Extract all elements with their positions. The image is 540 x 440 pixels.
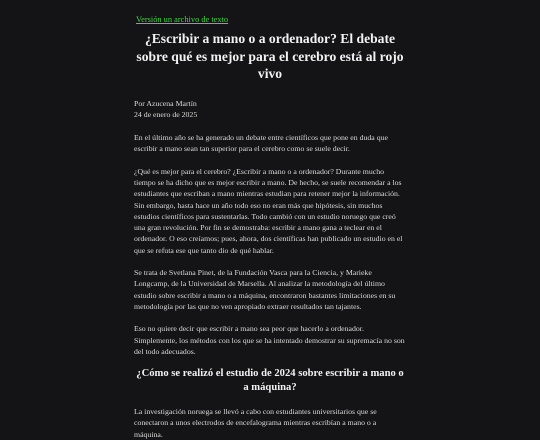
article-paragraph: Eso no quiere decir que escribir a mano sea peor que hacerlo a ordenador. Simplemente, los métodos con los que se ha intentado demostrar su supremacía no son del todo adecuados. bbox=[134, 324, 405, 356]
article-paragraph: Se trata de Svetlana Pinet, de la Fundación Vasca para la Ciencia, y Marieke Longcamp, de la Universidad de Marsella. Al analizar la metodología del último estudio sobre escribir a mano o a máquina, encontraron bastantes limitaciones en su metodología por las que no ven apropiado extraer resultados tan tajantes. bbox=[134, 268, 396, 311]
top-bar bbox=[136, 9, 228, 27]
article-paragraph: ¿Qué es mejor para el cerebro? ¿Escribir a mano o a ordenador? Durante mucho tiempo se ha dicho que es mejor escribir a mano. De hecho, se suele recomendar a los estudiantes que escriban a mano mientras estudian para retener mejor la información. Sin embargo, hasta hace un año todo eso no eran más que hipótesis, sin muchos estudios científicos para sustentarlas. Todo cambió con un estudio noruego que creó una gran revolución. Por fin se demostraba: escribir a mano gana a teclear en el ordenador. O eso creíamos; pues, ahora, dos científicas han publicado un estudio en el que se refuta ese que tanto dio de qué hablar. bbox=[134, 166, 403, 255]
text-version-link[interactable]: Versión un archivo de texto bbox=[136, 15, 229, 24]
article-title: ¿Escribir a mano o a ordenador? El debate sobre qué es mejor para el cerebro está al rojo vivo bbox=[136, 31, 404, 81]
article bbox=[134, 30, 406, 440]
article-author: Por Azucena Martín bbox=[134, 98, 197, 108]
byline bbox=[134, 98, 406, 121]
article-paragraph: La investigación noruega se llevó a cabo con estudiantes universitarios que se conectaron a unos electrodos de encefalograma mientras escribían a mano o a máquina. bbox=[134, 407, 377, 439]
article-date: 24 de enero de 2025 bbox=[134, 109, 198, 119]
article-paragraph: En el último año se ha generado un debate entre científicos que pone en duda que escribir a mano sean tan superior para el cerebro como se suele decir. bbox=[134, 133, 388, 154]
section-heading: ¿Cómo se realizó el estudio de 2024 sobre escribir a mano o a máquina? bbox=[136, 368, 404, 394]
